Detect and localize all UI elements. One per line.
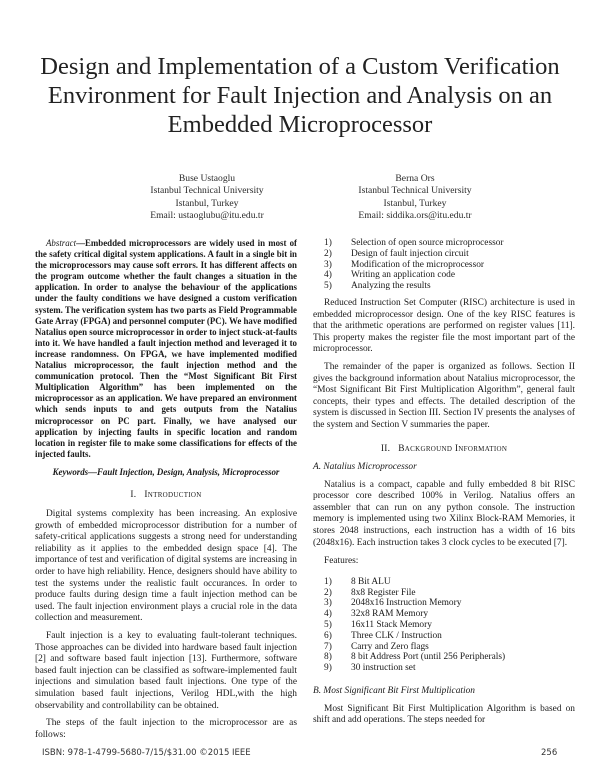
list-number: 5)	[324, 281, 332, 292]
list-item	[324, 598, 575, 609]
list-item	[324, 631, 575, 642]
author-affiliation: Istanbul Technical University	[358, 185, 472, 197]
paragraph: Natalius is a compact, capable and fully embedded 8 bit RISC processor core described 100% in Verilog. Natalius offers an assembler that can run on any python console. The instruction memory is implemented using two Xilinx Block-RAM Memories, it stores 2048 instructions, each instruction has a width of 16 bits (2048x16). Each instruction takes 3 clock cycles to be executed [7].	[313, 479, 575, 548]
section-title: Introduction	[144, 490, 202, 501]
list-text: Design of fault injection circuit	[351, 248, 469, 259]
section-number: II.	[380, 443, 391, 454]
list-item	[324, 238, 575, 249]
list-text: 32x8 RAM Memory	[351, 609, 429, 620]
list-number: 7)	[324, 641, 332, 652]
list-item	[324, 663, 575, 674]
abstract	[35, 238, 297, 460]
list-number: 4)	[324, 609, 332, 620]
section-title: Background Information	[398, 443, 508, 454]
list-number: 6)	[324, 630, 332, 641]
abstract-text: —Embedded microprocessors are widely used in most of the safety critical digital system applications. A fault in a single bit in the microprocessors may cause soft errors. It has different affects on the program outcome whether the fault changes a situation in the application. In order to analyse the behaviour of the applications under the faulty conditions we have designed a custom verification system. The verification system has two parts as Field Programmable Gate Array (FPGA) and personnel computer (PC). We have modified Natalius open source microprocessor in order to inject stuck-at-faults into it. We have handled a fault injection method and leveraged it to increase randomness. On FPGA, we have implemented modified Natalius microprocessor, the fault injection method and the communication protocol. Then the “Most Significant Bit First Multiplication Algorithm” has been implemented on the microprocessor as an application. We have prepared an environment which sends inputs to and gets outputs from the Natalius microprocessor on PC part. Finally, we have analysed our application by injecting faults in specific location and random location in register file to make some classifications for effects of the injected faults.	[35, 238, 297, 459]
list-item	[324, 281, 575, 292]
list-text: 8 bit Address Port (until 256 Peripherals)	[351, 652, 506, 663]
list-text: 2048x16 Instruction Memory	[351, 598, 462, 609]
list-text: 8x8 Register File	[351, 587, 416, 598]
list-number: 3)	[324, 259, 332, 270]
paragraph: Most Significant Bit First Multiplication Algorithm is based on shift and add operations. The steps needed for	[313, 703, 575, 726]
list-item	[324, 588, 575, 599]
author-email: Email: ustaoglubu@itu.edu.tr	[150, 210, 264, 222]
list-text: Selection of open source microprocessor	[351, 238, 504, 248]
list-text: Three CLK / Instruction	[351, 630, 442, 641]
subsection-heading: B. Most Significant Bit First Multiplication	[313, 686, 475, 697]
list-text: 30 instruction set	[351, 663, 416, 674]
list-item	[324, 652, 575, 663]
list-item	[324, 620, 575, 631]
paragraph: The steps of the fault injection to the microprocessor are as follows:	[35, 718, 297, 740]
features-label: Features:	[324, 556, 359, 567]
author-block	[97, 173, 317, 223]
list-number: 1)	[324, 238, 332, 248]
author-name: Buse Ustaoglu	[178, 173, 236, 184]
list-number: 3)	[324, 598, 332, 609]
paragraph: The remainder of the paper is organized as follows. Section II gives the background information about Natalius microprocessor, the “Most Significant Bit First Multiplication Algorithm”, general fault concepts, their types and effects. The detailed description of the system is discussed in Section III. Section IV presents the analyses of the system and Section V summaries the paper.	[313, 361, 575, 430]
paragraph: Fault injection is a key to evaluating fault-tolerant techniques. Those approaches can be divided into hardware based fault injection [2] and software based fault injection [13]. Furthermore, software based fault injection can be classified as software-implemented fault injections and simulation based fault injections. One type of the simulation based fault injections, Verilog HDL,with the high observability and controllability can be obtained.	[35, 631, 297, 711]
fault-injection-steps-list	[313, 238, 575, 292]
isbn-footer: ISBN: 978-1-4799-5680-7/15/$31.00 ©2015 IEEE	[42, 748, 251, 758]
paragraph: Digital systems complexity has been increasing. An explosive growth of embedded microprocessor distribution for a number of safety-critical applications suggests a strong need for understanding reliability as it applies to the embedded design space [4]. The importance of test and verification of digital systems are increasing in order to have high reliability. Hence, designers should have ability to test the systems under the realistic fault occurances. In order to produce faults during design time a fault injection method can be used. The fault injection environment plays a crucial role in the data collection and measurement.	[35, 509, 297, 624]
author-name: Berna Ors	[395, 173, 435, 184]
section-number: I.	[130, 490, 137, 501]
list-text: Carry and Zero flags	[351, 641, 429, 652]
list-number: 4)	[324, 270, 332, 281]
list-text: Writing an application code	[351, 270, 456, 281]
list-item	[324, 642, 575, 653]
author-affiliation: Istanbul Technical University	[150, 185, 264, 197]
list-text: 16x11 Stack Memory	[351, 620, 432, 631]
list-number: 1)	[324, 576, 332, 587]
left-column	[35, 238, 297, 741]
list-text: 8 Bit ALU	[351, 576, 391, 587]
author-location: Istanbul, Turkey	[383, 197, 447, 209]
list-item	[324, 577, 575, 588]
list-number: 2)	[324, 248, 332, 259]
author-location: Istanbul, Turkey	[175, 197, 239, 209]
list-number: 9)	[324, 663, 332, 674]
abstract-label: Abstract	[46, 238, 77, 248]
list-number: 8)	[324, 652, 332, 663]
paragraph: Reduced Instruction Set Computer (RISC) architecture is used in embedded microprocessor design. One of the key RISC features is that the arithmetic operations are performed on register values [11]. This property makes the register file the most important part of the microprocessor.	[313, 297, 575, 355]
list-number: 2)	[324, 587, 332, 598]
list-number: 5)	[324, 620, 332, 631]
list-item	[324, 260, 575, 271]
keywords: Keywords—Fault Injection, Design, Analysis, Microprocessor	[52, 466, 280, 477]
list-item	[324, 249, 575, 260]
paper-title: Design and Implementation of a Custom Verification Environment for Fault Injection and Analysis on an Embedded Microprocessor	[40, 53, 560, 138]
author-block	[305, 173, 525, 223]
list-item	[324, 609, 575, 620]
list-item	[324, 270, 575, 281]
section-heading-background	[313, 444, 575, 456]
subsection-heading: A. Natalius Microprocessor	[313, 462, 417, 473]
list-text: Modification of the microprocessor	[351, 259, 485, 270]
section-heading-introduction	[35, 490, 297, 502]
author-email: Email: siddika.ors@itu.edu.tr	[358, 210, 472, 222]
right-column	[313, 238, 575, 727]
features-list	[313, 577, 575, 674]
list-text: Analyzing the results	[351, 281, 431, 292]
page-number: 256	[541, 748, 558, 758]
